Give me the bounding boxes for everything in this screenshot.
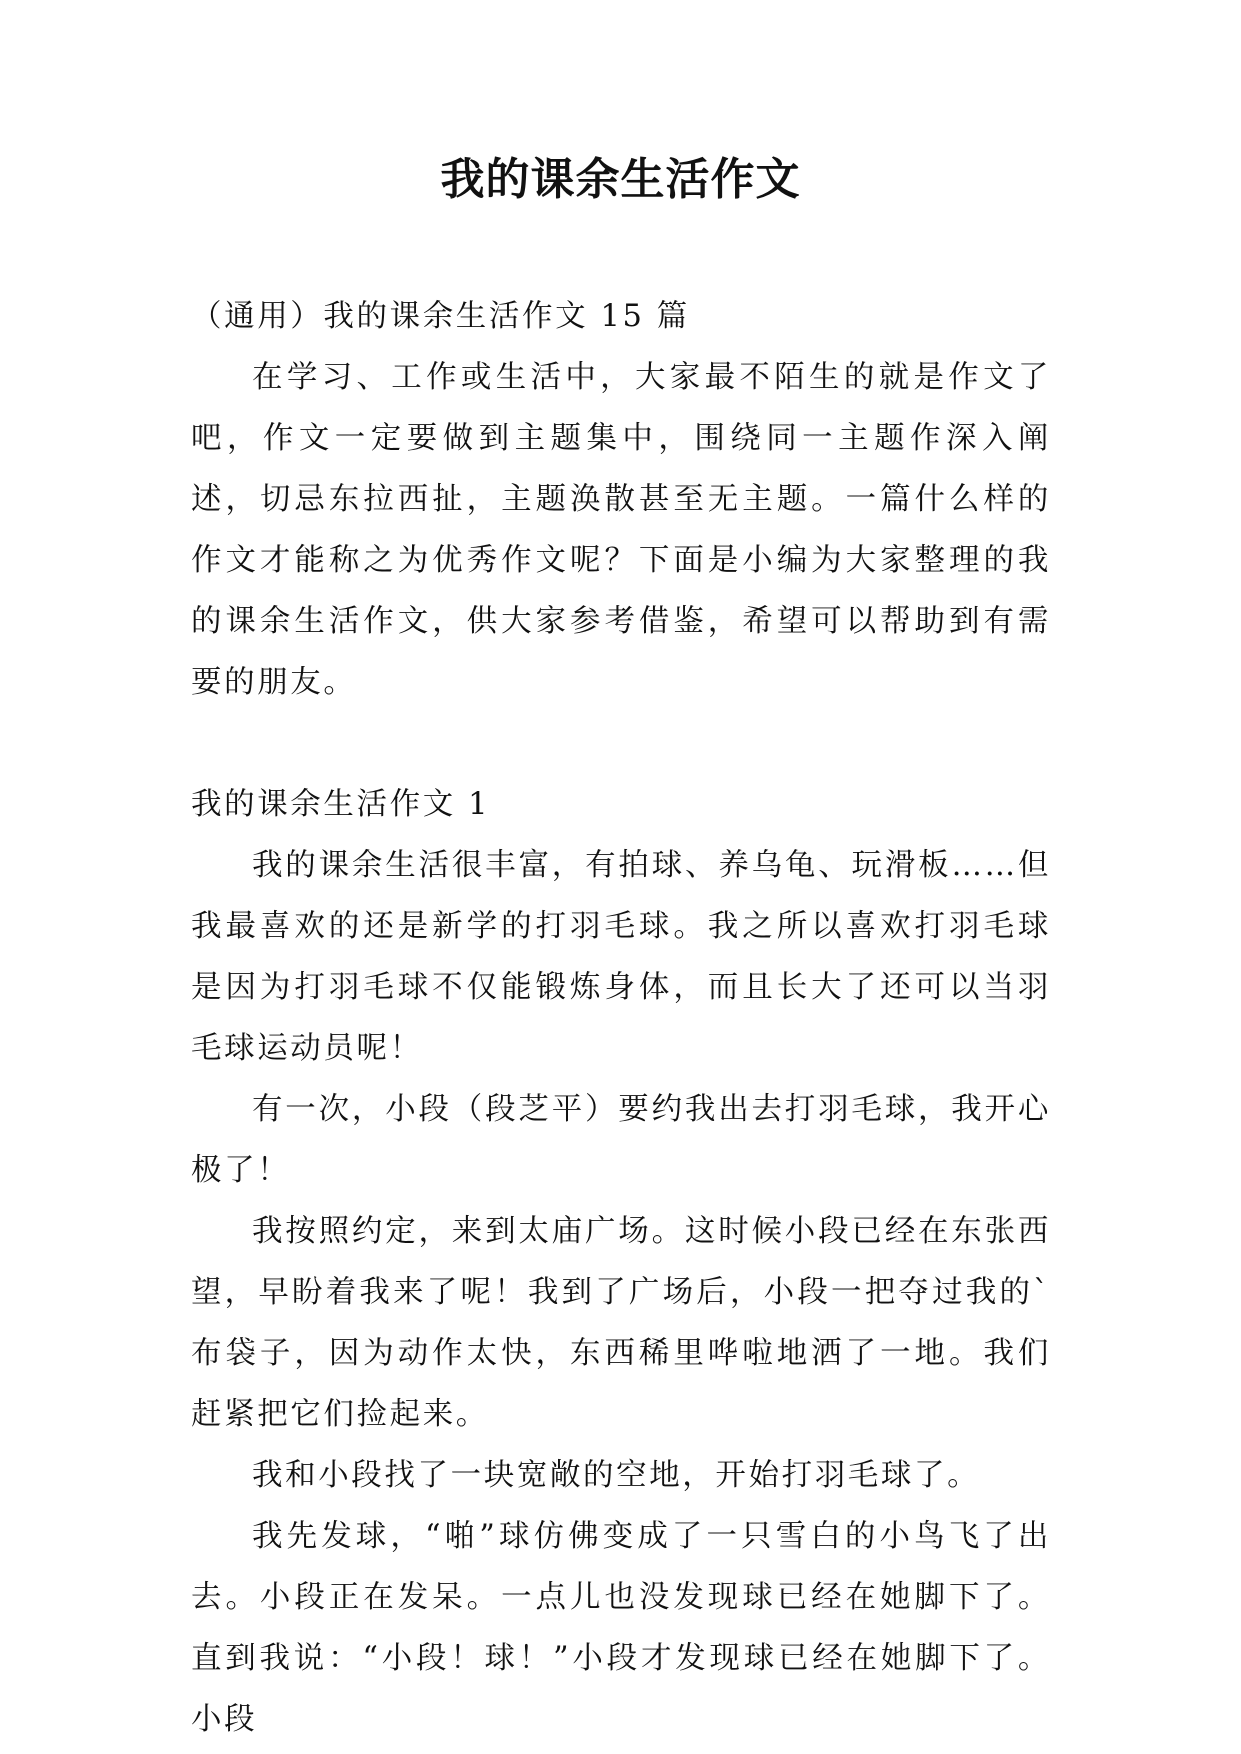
body-paragraph-1: 我的课余生活很丰富，有拍球、养乌龟、玩滑板……但我最喜欢的还是新学的打羽毛球。我之所以喜欢打羽毛球是因为打羽毛球不仅能锻炼身体，而且长大了还可以当羽毛球运动员呢！ [191,848,1051,1066]
section-heading: 我的课余生活作文 1 [191,787,491,822]
document-body [191,286,1051,1750]
body-paragraph-2: 有一次，小段（段芝平）要约我出去打羽毛球，我开心极了！ [191,1092,1051,1188]
section-spacer [191,713,1051,774]
intro-paragraph: 在学习、工作或生活中，大家最不陌生的就是作文了吧，作文一定要做到主题集中，围绕同一主题作深入阐述，切忌东拉西扯，主题涣散甚至无主题。一篇什么样的作文才能称之为优秀作文呢？下面是小编为大家整理的我的课余生活作文，供大家参考借鉴，希望可以帮助到有需要的朋友。 [191,360,1051,700]
document-subtitle: （通用）我的课余生活作文 15 篇 [191,299,690,334]
body-paragraph-5: 我先发球，“啪”球仿佛变成了一只雪白的小鸟飞了出去。小段正在发呆。一点儿也没发现球已经在她脚下了。直到我说：“小段！球！”小段才发现球已经在她脚下了。小段 [191,1519,1051,1737]
document-title: 我的课余生活作文 [440,154,801,205]
body-paragraph-3: 我按照约定，来到太庙广场。这时候小段已经在东张西望，早盼着我来了呢！我到了广场后，小段一把夺过我的`布袋子，因为动作太快，东西稀里哗啦地洒了一地。我们赶紧把它们捡起来。 [191,1214,1051,1432]
body-paragraph-4: 我和小段找了一块宽敞的空地，开始打羽毛球了。 [252,1458,981,1493]
